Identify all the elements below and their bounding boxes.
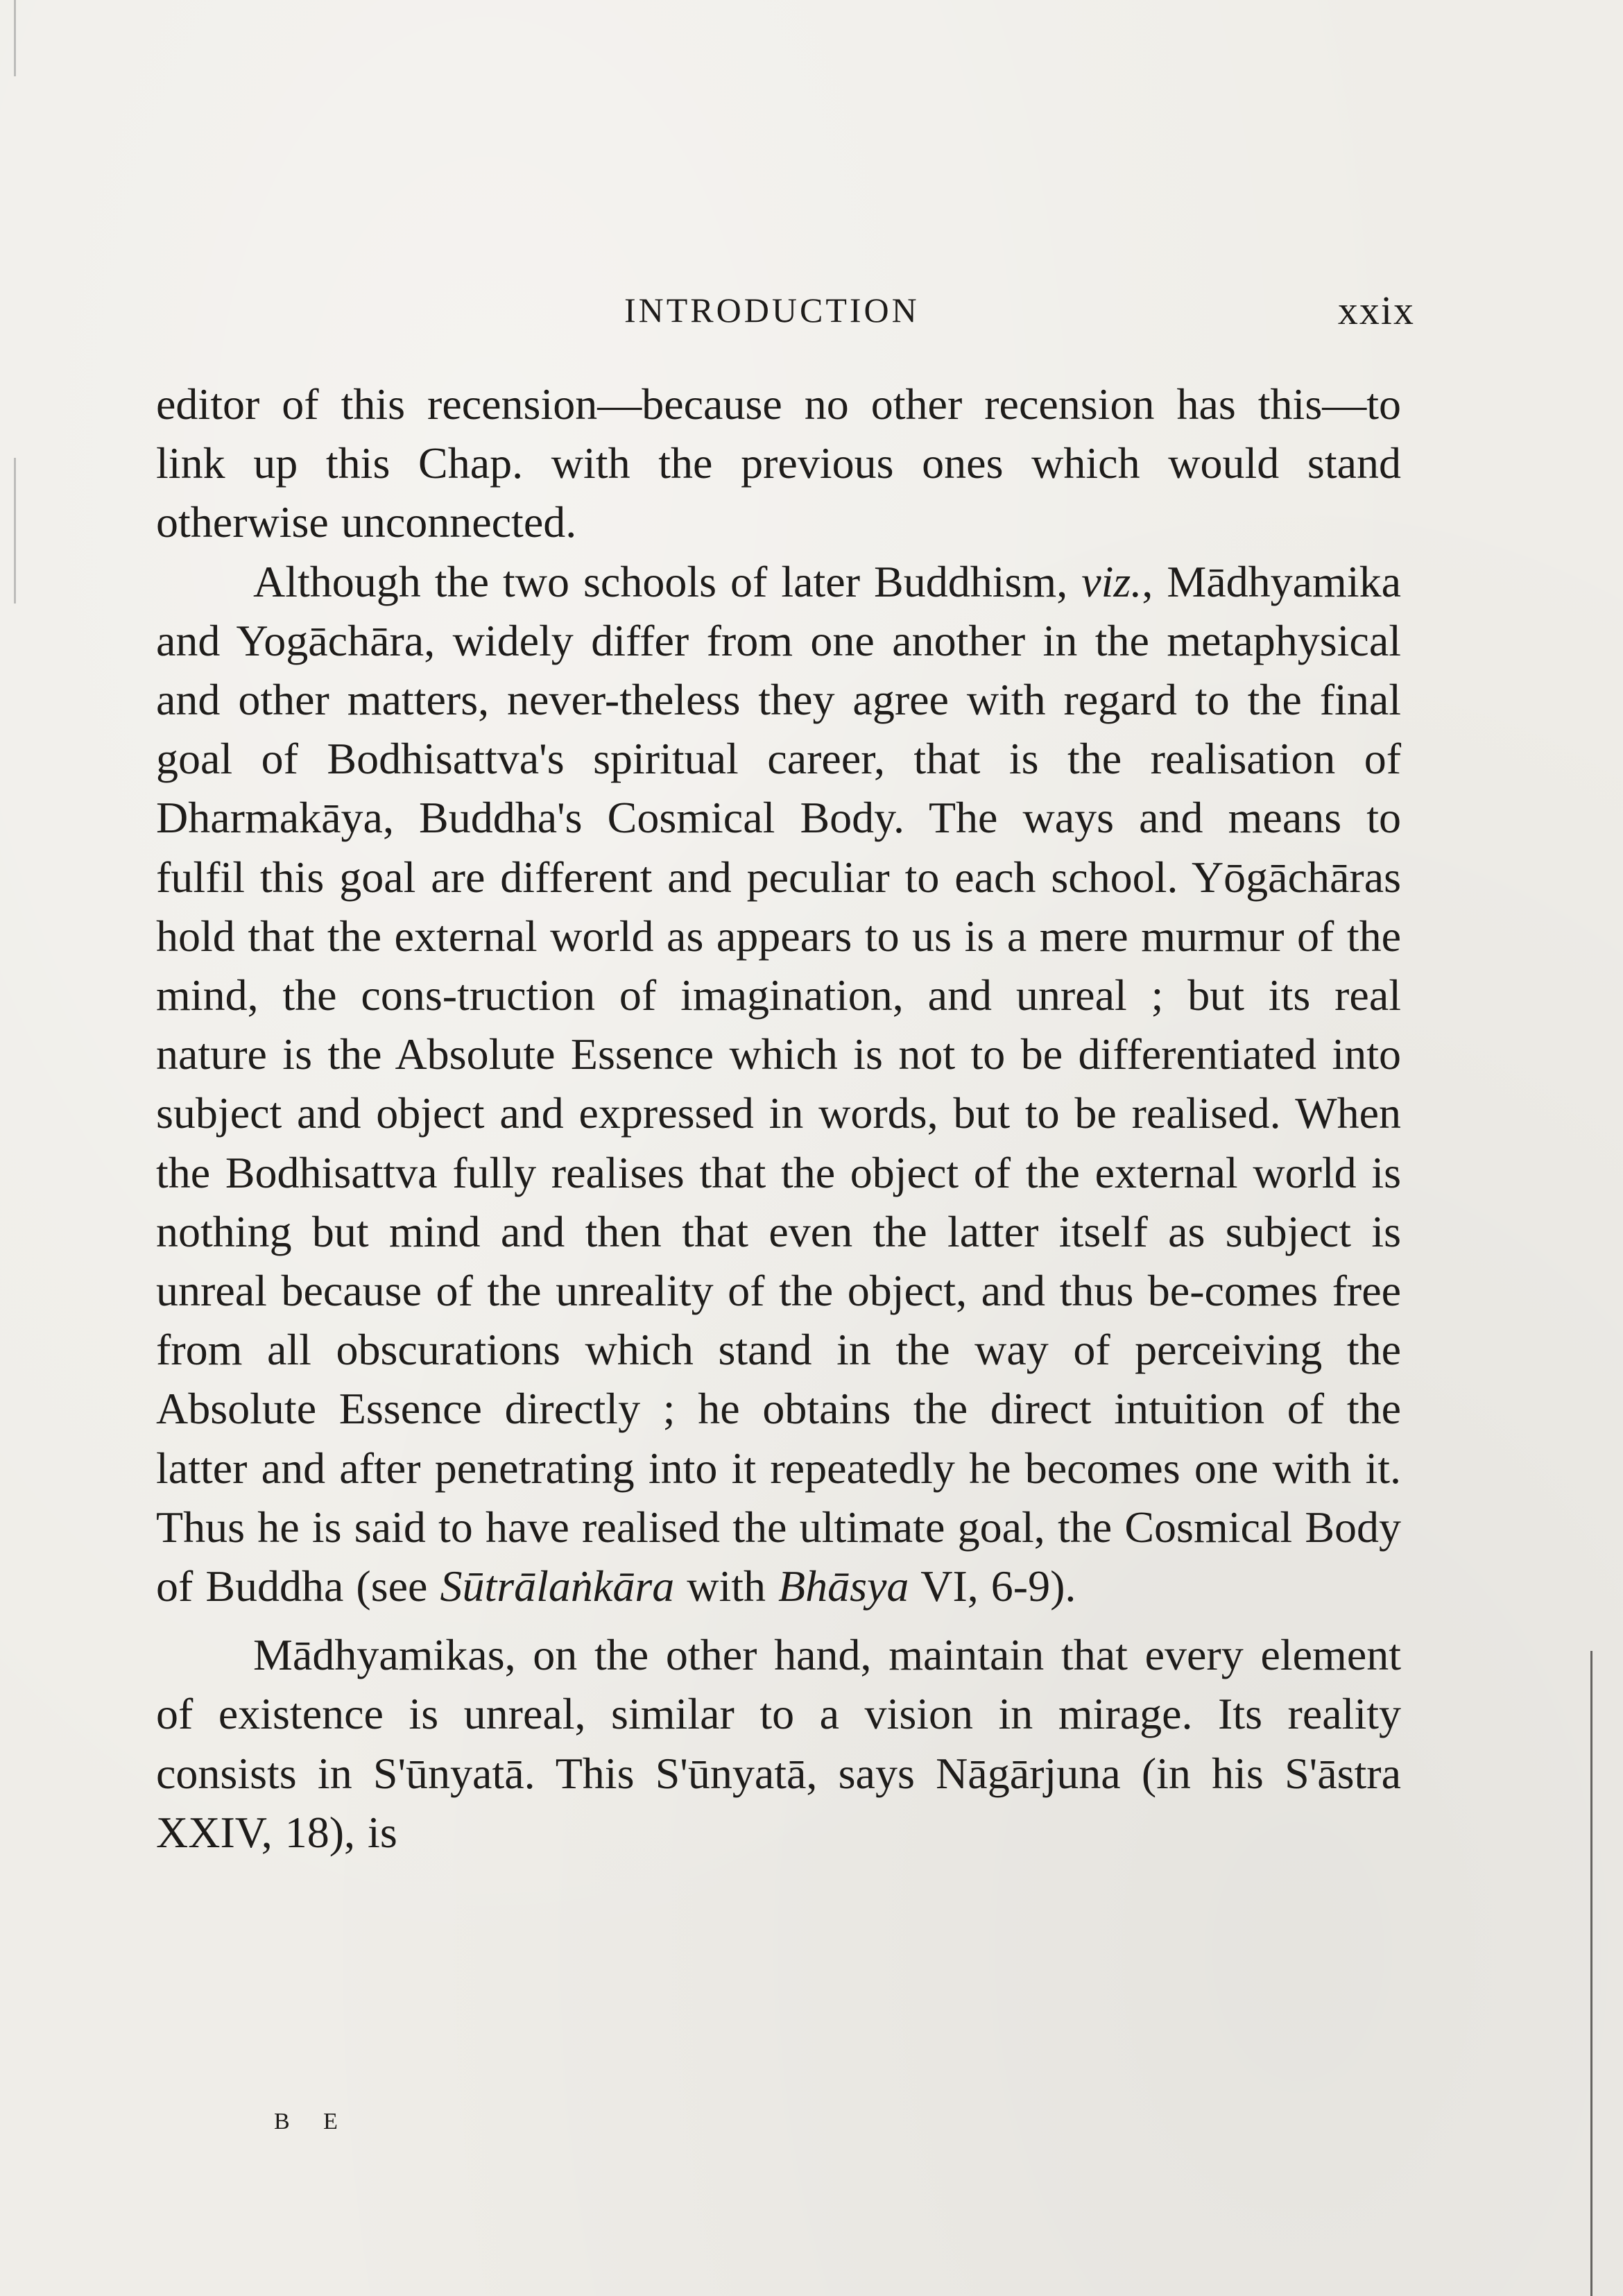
italic-title: Bhāsya (778, 1561, 909, 1611)
paragraph-yogachara (156, 552, 1401, 1616)
margin-mark (14, 0, 16, 76)
italic-term: viz. (1081, 556, 1142, 606)
running-head (0, 284, 1623, 340)
page-edge-shadow (1590, 1651, 1592, 2296)
body-text (156, 375, 1401, 1862)
text-segment: , Mādhyamika and Yogāchāra, widely differ from one another in the metaphysical and other matters, never-theless they agree with regard to the final goal of Bodhisattva's spiritual career, that is the realisation of Dharmakāya, Buddha's Cosmical Body. The ways and means to fulfil this goal are different and peculiar to each school. Yōgāchāras hold that the external world as appears to us is a mere murmur of the mind, the cons-truction of imagination, and unreal ; but its real nature is the Absolute Essence which is not to be differentiated into subject and object and expressed in words, but to be realised. When the Bodhisattva fully realises that the object of the external world is nothing but mind and then that even the latter itself as subject is unreal because of the unreality of the object, and thus be-comes free from all obscurations which stand in the way of perceiving the Absolute Essence directly ; he obtains the direct intuition of the latter and after penetrating into it repeatedly he becomes one with it. Thus he is said to have realised the ultimate goal, the Cosmical Body of Buddha (see (156, 556, 1402, 1611)
paragraph-madhyamika (156, 1625, 1401, 1862)
text-segment: with (674, 1561, 778, 1611)
page-number: xxix (1337, 288, 1415, 333)
paragraph-continuation (156, 375, 1401, 552)
running-title: INTRODUCTION (624, 291, 920, 329)
text-segment: Mādhyamikas, on the other hand, maintain that every element of existence is unreal, similar to a vision in mirage. Its reality consists in S'ūnyatā. This S'ūnyatā, says Nāgārjuna (in his S'āstra XXIV, 18), is (156, 1630, 1401, 1857)
margin-mark (14, 458, 16, 603)
signature-mark: B E (274, 2109, 352, 2134)
italic-title: Sūtrālaṅkāra (440, 1561, 675, 1611)
text-segment: editor of this recension—because no other recension has this—to link up this Chap. with the previous ones which would stand otherwise unconnected. (156, 379, 1401, 547)
text-segment: VI, 6-9). (909, 1561, 1076, 1611)
text-segment: Although the two schools of later Buddhism, (253, 556, 1082, 606)
